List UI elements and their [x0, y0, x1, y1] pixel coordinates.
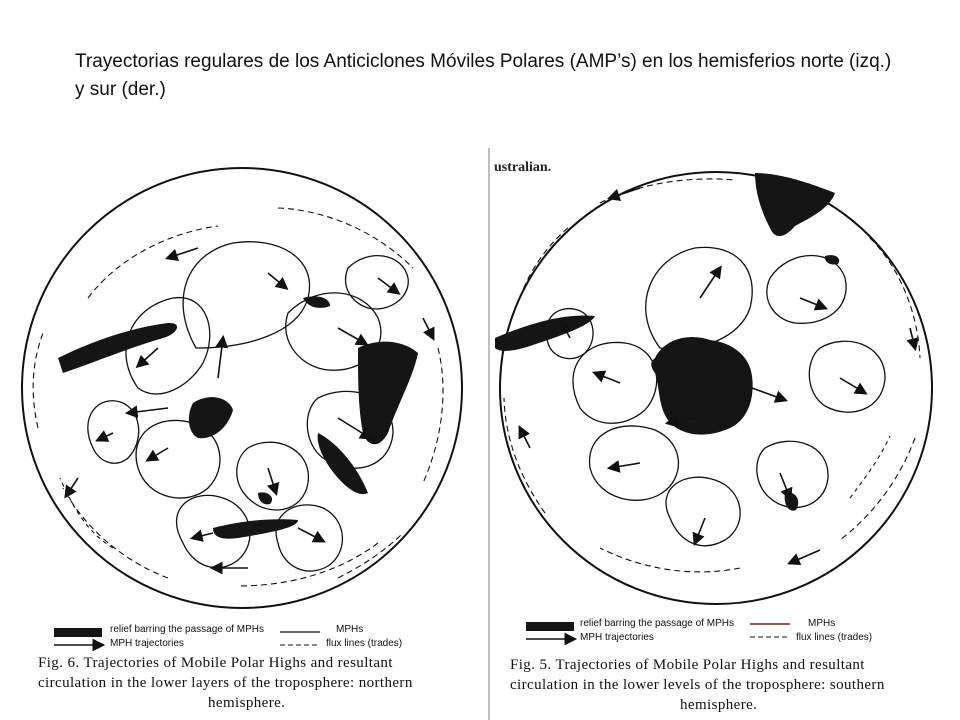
- southern-hemisphere-figure: [488, 148, 960, 720]
- southern-hemisphere-map: [490, 148, 960, 720]
- relief-barriers: [495, 173, 839, 511]
- relief-swatch: [526, 622, 574, 631]
- legend-flux-label: flux lines (trades): [796, 632, 873, 643]
- relief-barriers: [58, 296, 418, 538]
- caption-line-1: Fig. 5. Trajectories of Mobile Polar Highs and resultant: [510, 657, 865, 673]
- legend-mphs-label: MPHs: [336, 624, 364, 635]
- caption-line-1: Fig. 6. Trajectories of Mobile Polar Highs and resultant: [38, 655, 393, 671]
- legend-trajectories-label: MPH trajectories: [110, 638, 184, 649]
- page-fragment-text: ustralian.: [494, 160, 552, 175]
- caption-line-2: circulation in the lower layers of the troposphere: northern: [38, 675, 413, 691]
- relief-swatch: [54, 628, 102, 637]
- northern-hemisphere-figure: [18, 148, 474, 720]
- legend-relief-label: relief barring the passage of MPHs: [580, 618, 734, 629]
- antarctica: [651, 337, 752, 435]
- caption-line-3: hemisphere.: [680, 697, 758, 713]
- legend-trajectories-label: MPH trajectories: [580, 632, 654, 643]
- slide-title: Trayectorias regulares de los Anticiclones Móviles Polares (AMP’s) en los hemisferios norte (izq.) y sur (der.): [75, 51, 892, 100]
- legend-mphs-label: MPHs: [808, 618, 836, 629]
- legend-flux-label: flux lines (trades): [326, 638, 403, 649]
- caption-line-3: hemisphere.: [208, 695, 286, 711]
- legend-relief-label: relief barring the passage of MPHs: [110, 624, 264, 635]
- caption-line-2: circulation in the lower levels of the troposphere: southern: [510, 677, 885, 693]
- africa-relief: [755, 173, 835, 236]
